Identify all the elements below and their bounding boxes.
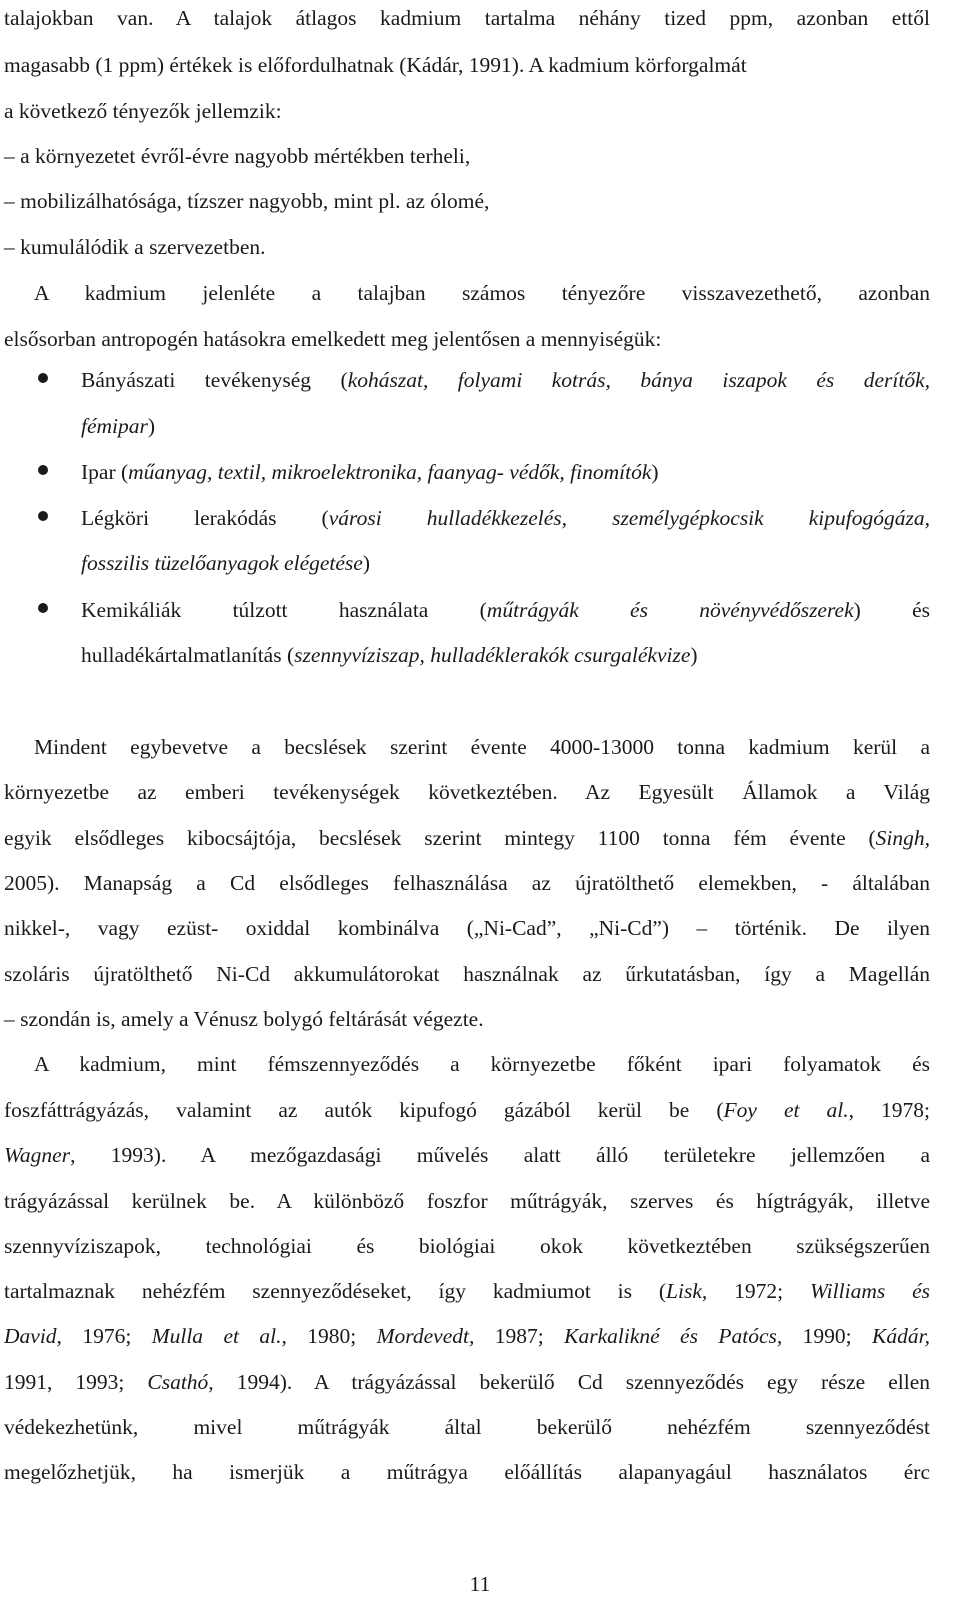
- text-line: A kadmium, mint fémszennyeződés a környezetbe főként ipari folyamatok és: [34, 1052, 930, 1076]
- text-line: magasabb (1 ppm) értékek is előfordulhatnak (Kádár, 1991). A kadmium körforgalmát: [4, 53, 747, 77]
- bullet-icon: [38, 511, 48, 521]
- bullet-item: Légköri lerakódás (városi hulladékkezelés, személygépkocsik kipufogógáza,: [81, 506, 930, 530]
- text-line: nikkel-, vagy ezüst- oxiddal kombinálva („Ni-Cad”, „Ni-Cd”) – történik. De ilyen: [4, 916, 930, 940]
- text-line: megelőzhetjük, ha ismerjük a műtrágya előállítás alapanyagául használatos érc: [4, 1460, 930, 1484]
- text-line: talajokban van. A talajok átlagos kadmium tartalma néhány tized ppm, azonban ettől: [4, 6, 930, 30]
- text-line: Wagner, 1993). A mezőgazdasági művelés alatt álló területekre jellemzően a: [4, 1143, 930, 1167]
- text-line: 2005). Manapság a Cd elsődleges felhasználása az újratölthető elemekben, - általában: [4, 871, 930, 895]
- dash-item: – mobilizálhatósága, tízszer nagyobb, mint pl. az ólomé,: [4, 189, 490, 213]
- text-line: David, 1976; Mulla et al., 1980; Mordevedt, 1987; Karkalikné és Patócs, 1990; Kádár,: [4, 1324, 930, 1348]
- text-line: trágyázással kerülnek be. A különböző foszfor műtrágyák, szerves és hígtrágyák, illetve: [4, 1189, 930, 1213]
- bullet-item-continued: hulladékártalmatlanítás (szennyvíziszap, hulladéklerakók csurgalékvize): [81, 643, 698, 667]
- text-line: A kadmium jelenléte a talajban számos tényezőre visszavezethető, azonban: [34, 281, 930, 305]
- text-line: elsősorban antropogén hatásokra emelkedett meg jelentősen a mennyiségük:: [4, 327, 662, 351]
- text-line: a következő tényezők jellemzik:: [4, 99, 282, 123]
- text-line: védekezhetünk, mivel műtrágyák által bekerülő nehézfém szennyeződést: [4, 1415, 930, 1439]
- text-line: szennyvíziszapok, technológiai és biológiai okok következtében szükségszerűen: [4, 1234, 930, 1258]
- text-line: Mindent egybevetve a becslések szerint évente 4000-13000 tonna kadmium kerül a: [34, 735, 930, 759]
- bullet-icon: [38, 603, 48, 613]
- text-line: egyik elsődleges kibocsájtója, becslések szerint mintegy 1100 tonna fém évente (Singh,: [4, 826, 930, 850]
- bullet-item-continued: fosszilis tüzelőanyagok elégetése): [81, 551, 371, 575]
- text-line: környezetbe az emberi tevékenységek következtében. Az Egyesült Államok a Világ: [4, 780, 930, 804]
- text-line: tartalmaznak nehézfém szennyeződéseket, így kadmiumot is (Lisk, 1972; Williams és: [4, 1279, 930, 1303]
- text-line: szoláris újratölthető Ni-Cd akkumulátorokat használnak az űrkutatásban, így a Magellán: [4, 962, 930, 986]
- dash-item: – a környezetet évről-évre nagyobb mértékben terheli,: [4, 144, 471, 168]
- text-line: foszfáttrágyázás, valamint az autók kipufogó gázából kerül be (Foy et al., 1978;: [4, 1098, 930, 1122]
- bullet-item: Bányászati tevékenység (kohászat, folyami kotrás, bánya iszapok és derítők,: [81, 368, 931, 392]
- text-line: 1991, 1993; Csathó, 1994). A trágyázással bekerülő Cd szennyeződés egy része ellen: [4, 1370, 930, 1394]
- bullet-item: Ipar (műanyag, textil, mikroelektronika, faanyag- védők, finomítók): [81, 460, 659, 484]
- bullet-item-continued: fémipar): [81, 414, 156, 438]
- bullet-icon: [38, 465, 48, 475]
- text-line: – szondán is, amely a Vénusz bolygó feltárását végezte.: [4, 1007, 484, 1031]
- bullet-icon: [38, 373, 48, 383]
- bullet-item: Kemikáliák túlzott használata (műtrágyák és növényvédőszerek) és: [81, 598, 930, 622]
- dash-item: – kumulálódik a szervezetben.: [4, 235, 266, 259]
- page-number: 11: [469, 1572, 491, 1596]
